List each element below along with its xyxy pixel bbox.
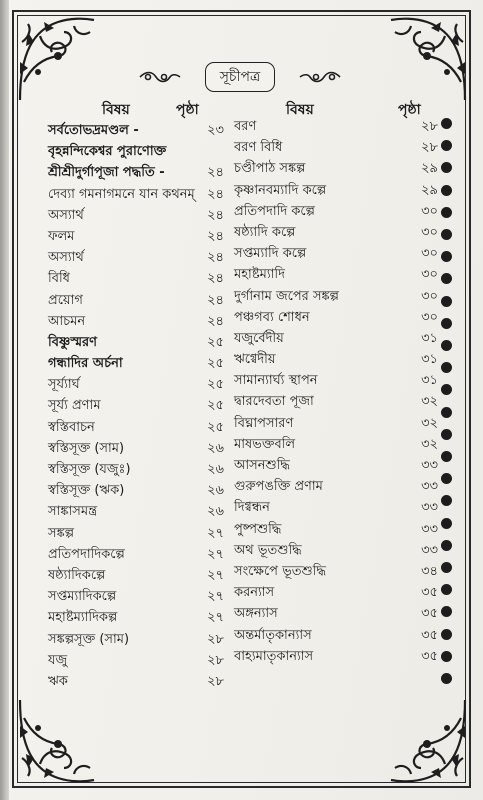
toc-entry (234, 307, 440, 328)
toc-entry (234, 264, 440, 285)
toc-entry-page: ৩১ (421, 330, 438, 346)
binding-hole-icon (441, 229, 452, 240)
toc-entry-title: শ্রীশ্রীদুর্গাপূজা পদ্ধতি - (48, 165, 165, 181)
toc-entry-title: বাহ্যমাতৃকান্যাস (234, 648, 314, 664)
corner-ornament-top-right (387, 12, 471, 106)
binding-hole-icon (441, 651, 452, 662)
toc-entry-page: ৩২ (421, 436, 438, 452)
binding-hole-icon (441, 207, 452, 218)
toc-entry-page: ২৭ (207, 610, 224, 626)
toc-entry (234, 370, 440, 391)
toc-entry-page: ২৪ (207, 313, 224, 329)
binding-hole-icon (441, 185, 452, 196)
toc-entry-title: চণ্ডীপাঠ সঙ্কল্প (234, 161, 306, 177)
toc-entry-title: ষষ্ঠ্যাদি কল্পে (234, 224, 296, 240)
binding-hole-icon (441, 384, 452, 395)
toc-entry-title: দ্বারদেবতা পূজা (234, 394, 314, 410)
toc-entry (234, 286, 440, 307)
toc-entry (48, 353, 228, 374)
toc-entry (48, 226, 228, 247)
toc-entry-title: সপ্তম্যাদিকল্পে (48, 589, 117, 605)
toc-entry (48, 629, 228, 650)
left-contents-list (48, 120, 228, 692)
toc-entry-title: প্রয়োগ (48, 292, 83, 308)
toc-entry-page: ২৫ (207, 419, 224, 435)
toc-entry-page: ২৪ (207, 207, 224, 223)
toc-entry (234, 434, 440, 455)
binding-hole-icon (441, 673, 452, 684)
toc-entry (234, 646, 440, 667)
binding-hole-icon (441, 273, 452, 284)
left-subject-header: বিষয় (102, 102, 130, 118)
toc-entry-page: ৩০ (421, 224, 438, 240)
toc-entry (234, 328, 440, 349)
toc-entry-title: স্বস্তিসূক্ত (ঋক) (48, 483, 125, 499)
toc-entry-title: সূর্য্য প্রণাম (48, 398, 101, 414)
toc-entry (48, 374, 228, 395)
toc-entry-title: যজু (48, 652, 68, 668)
toc-entry-page: ২৮ (207, 652, 224, 668)
toc-entry-page: ২৭ (207, 546, 224, 562)
toc-entry (234, 222, 440, 243)
toc-entry-page: ৩৫ (421, 606, 438, 622)
toc-entry-page: ২৬ (207, 483, 224, 499)
binding-hole-icon (441, 518, 452, 529)
toc-entry (234, 391, 440, 412)
right-subject-header: বিষয় (286, 102, 314, 118)
toc-entry-page: ৩২ (421, 415, 438, 431)
toc-entry-page: ২৯ (421, 182, 438, 198)
toc-entry-title: অঙ্গন্যাস (234, 606, 278, 622)
toc-entry-page: ২৬ (207, 440, 224, 456)
toc-entry (234, 497, 440, 518)
toc-entry-title: বিষ্ণুস্মরণ (48, 334, 98, 350)
toc-entry-title: পঞ্চগব্য শোধন (234, 309, 310, 325)
toc-entry-title: আসনশুদ্ধি (234, 458, 290, 473)
corner-ornament-bottom-right (387, 694, 471, 788)
binding-hole-icon (441, 451, 452, 462)
toc-entry-title: মহাষ্টম্যাদি (234, 267, 285, 283)
toc-entry (234, 561, 440, 582)
toc-entry-title: করন্যাস (234, 585, 275, 601)
toc-entry-title: গুরুপঙক্তি প্রণাম (234, 479, 323, 495)
binding-hole-icon (441, 251, 452, 262)
toc-entry (48, 480, 228, 501)
toc-entry (48, 565, 228, 586)
toc-entry (48, 438, 228, 459)
toc-entry-page: ২৪ (207, 250, 224, 266)
toc-entry (48, 332, 228, 353)
toc-entry-title: প্রতিপদাদি কল্পে (234, 203, 315, 219)
toc-entry-page: ৩৩ (421, 521, 438, 537)
binding-hole-icon (441, 118, 452, 129)
toc-entry-title: সঙ্কল্প (48, 525, 74, 541)
toc-entry-title: সামান্যার্ঘ্য স্থাপন (234, 373, 318, 389)
toc-entry-page: ৩০ (421, 246, 438, 262)
toc-entry-page: ৩১ (421, 373, 438, 389)
toc-entry-page: ২৫ (207, 356, 224, 372)
toc-entry (48, 205, 228, 226)
binding-hole-icon (441, 296, 452, 307)
toc-entry-page: ২৫ (207, 398, 224, 414)
toc-entry-title: সর্বতোভদ্রমণ্ডল - (48, 123, 139, 138)
toc-entry-title: মাষভক্তবলি (234, 436, 296, 452)
toc-entry (234, 455, 440, 476)
binding-hole-icon (441, 495, 452, 506)
toc-entry-title: ষষ্ঠ্যাদিকল্পে (48, 567, 106, 583)
toc-entry (234, 519, 440, 540)
toc-entry-title: অন্তর্মাতৃকান্যাস (234, 627, 312, 643)
toc-entry-page: ৩৫ (421, 585, 438, 601)
toc-entry-title: দুর্গানাম জপের সঙ্কল্প (234, 288, 339, 304)
binding-hole-icon (441, 140, 452, 151)
toc-entry (48, 459, 228, 480)
toc-entry (234, 582, 440, 603)
toc-entry (234, 137, 440, 158)
toc-entry-page: ২৯ (421, 161, 438, 177)
toc-entry-title: বরণ বিধি (234, 140, 283, 156)
toc-entry (234, 180, 440, 201)
toc-entry (234, 349, 440, 370)
toc-entry (48, 607, 228, 628)
toc-entry (48, 290, 228, 311)
toc-entry-title: পুষ্পশুদ্ধি (234, 521, 282, 537)
toc-entry (234, 201, 440, 222)
binding-holes (437, 118, 457, 698)
toc-entry-title: বরণ (234, 119, 257, 134)
toc-entry-title: সূর্য্যার্ঘ (48, 377, 80, 393)
toc-entry-title: সঙ্কল্পসূক্ত (সাম) (48, 631, 130, 647)
toc-entry (48, 501, 228, 522)
page-title: সূচীপত্র (205, 62, 276, 92)
toc-entry (48, 247, 228, 268)
binding-hole-icon (441, 540, 452, 551)
right-page-header: পৃষ্ঠা (398, 102, 421, 118)
toc-entry-page: ২৪ (207, 271, 224, 287)
toc-entry-title: অস্যার্থ (48, 250, 84, 266)
toc-entry-title: দেব্যা গমনাগমনে যান কথনম্ (48, 186, 195, 202)
toc-entry-title: দিগ্বন্ধন (234, 500, 270, 516)
toc-entry (234, 243, 440, 264)
scroll-ornament-icon (298, 69, 342, 85)
title-banner (138, 60, 342, 94)
toc-entry-title: গন্ধাদির অর্চনা (48, 356, 123, 372)
toc-entry-page: ২৩ (207, 123, 224, 138)
toc-entry-page: ৩৫ (421, 627, 438, 643)
toc-entry-title: অস্যার্থ (48, 207, 84, 223)
toc-entry-page: ৩৩ (421, 458, 438, 473)
toc-entry-page: ৩৩ (421, 479, 438, 495)
binding-hole-icon (441, 562, 452, 573)
toc-entry-page: ২৬ (207, 462, 224, 477)
right-contents-list (234, 116, 440, 667)
toc-entry-page: ২৫ (207, 334, 224, 350)
binding-hole-icon (441, 318, 452, 329)
binding-hole-icon (441, 429, 452, 440)
toc-entry-title: স্বস্তিসূক্ত (সাম) (48, 440, 125, 456)
toc-entry (48, 184, 228, 205)
toc-entry-title: স্বস্তিসূক্ত (যজুঃ) (48, 462, 131, 477)
toc-entry (234, 158, 440, 179)
toc-entry-page: ২৭ (207, 589, 224, 605)
toc-entry (234, 603, 440, 624)
toc-entry-page: ২৭ (207, 567, 224, 583)
toc-entry-page: ৩৩ (421, 542, 438, 558)
toc-entry-title: কৃষ্ণানবম্যাদি কল্পে (234, 182, 327, 198)
toc-entry-page: ২৬ (207, 504, 224, 520)
left-page-header: পৃষ্ঠা (176, 102, 199, 118)
corner-ornament-bottom-left (14, 694, 98, 788)
toc-entry-page: ২৪ (207, 165, 224, 181)
toc-entry-title: স্বস্তিবাচন (48, 419, 95, 435)
toc-entry (234, 625, 440, 646)
toc-entry-title: আচমন (48, 313, 86, 329)
toc-entry-title: ফলম (48, 228, 75, 244)
binding-hole-icon (441, 629, 452, 640)
toc-entry-page: ২৮ (207, 631, 224, 647)
toc-entry-title: ঋগ্বেদীয় (234, 352, 276, 368)
toc-entry-page: ২৭ (207, 525, 224, 541)
toc-entry-title: বৃহন্নন্দিকেশ্বর পুরাণোক্ত (48, 144, 167, 160)
binding-hole-icon (441, 473, 452, 484)
toc-entry-page: ২৮ (421, 119, 438, 134)
toc-entry (48, 162, 228, 183)
toc-entry-title: মহাষ্টম্যাদিকল্প (48, 610, 118, 626)
toc-entry (234, 540, 440, 561)
toc-entry-page: ৩৪ (421, 563, 438, 579)
toc-entry-title: বিঘ্নাপসারণ (234, 415, 294, 431)
toc-entry-page: ৩০ (421, 309, 438, 325)
toc-entry-title: সংক্ষেপে ভূতশুদ্ধি (234, 563, 327, 579)
toc-entry-page: ২৪ (207, 228, 224, 244)
toc-entry-title: প্রতিপদাদিকল্পে (48, 546, 125, 562)
toc-entry-page: ৩০ (421, 288, 438, 304)
toc-entry-page: ২৪ (207, 186, 224, 202)
toc-entry-title: সাঙ্কাসমন্ত্র (48, 504, 98, 520)
toc-entry (48, 395, 228, 416)
toc-entry-page: ৩০ (421, 203, 438, 219)
toc-entry-title: বিধি (48, 271, 70, 287)
binding-hole-icon (441, 606, 452, 617)
toc-entry-page: ২৮ (421, 140, 438, 156)
toc-entry-page: ২৪ (207, 292, 224, 308)
toc-entry-page: ৩৫ (421, 648, 438, 664)
toc-entry-page: ৩৩ (421, 500, 438, 516)
toc-entry (48, 586, 228, 607)
toc-entry (234, 413, 440, 434)
toc-entry-page: ২৮ (207, 673, 224, 689)
toc-entry (48, 120, 228, 141)
binding-hole-icon (441, 584, 452, 595)
toc-entry (48, 417, 228, 438)
scroll-ornament-icon (138, 69, 182, 85)
toc-entry (48, 523, 228, 544)
binding-hole-icon (441, 340, 452, 351)
toc-entry-title: যজুর্বেদীয় (234, 330, 284, 346)
toc-entry-page: ৩১ (421, 352, 438, 368)
toc-entry (48, 311, 228, 332)
binding-hole-icon (441, 407, 452, 418)
toc-entry (48, 141, 228, 162)
toc-entry-page: ৩০ (421, 267, 438, 283)
toc-entry-page: ২৫ (207, 377, 224, 393)
toc-entry (234, 116, 440, 137)
toc-entry (48, 650, 228, 671)
corner-ornament-top-left (14, 12, 98, 106)
binding-hole-icon (441, 162, 452, 173)
toc-entry (48, 544, 228, 565)
toc-entry (48, 268, 228, 289)
toc-entry-page: ৩২ (421, 394, 438, 410)
toc-entry-title: অথ ভূতশুদ্ধি (234, 542, 302, 558)
toc-entry (234, 476, 440, 497)
binding-hole-icon (441, 362, 452, 373)
toc-entry-title: ঋক (48, 673, 68, 689)
toc-entry-title: সপ্তম্যাদি কল্পে (234, 246, 307, 262)
toc-entry (48, 671, 228, 692)
